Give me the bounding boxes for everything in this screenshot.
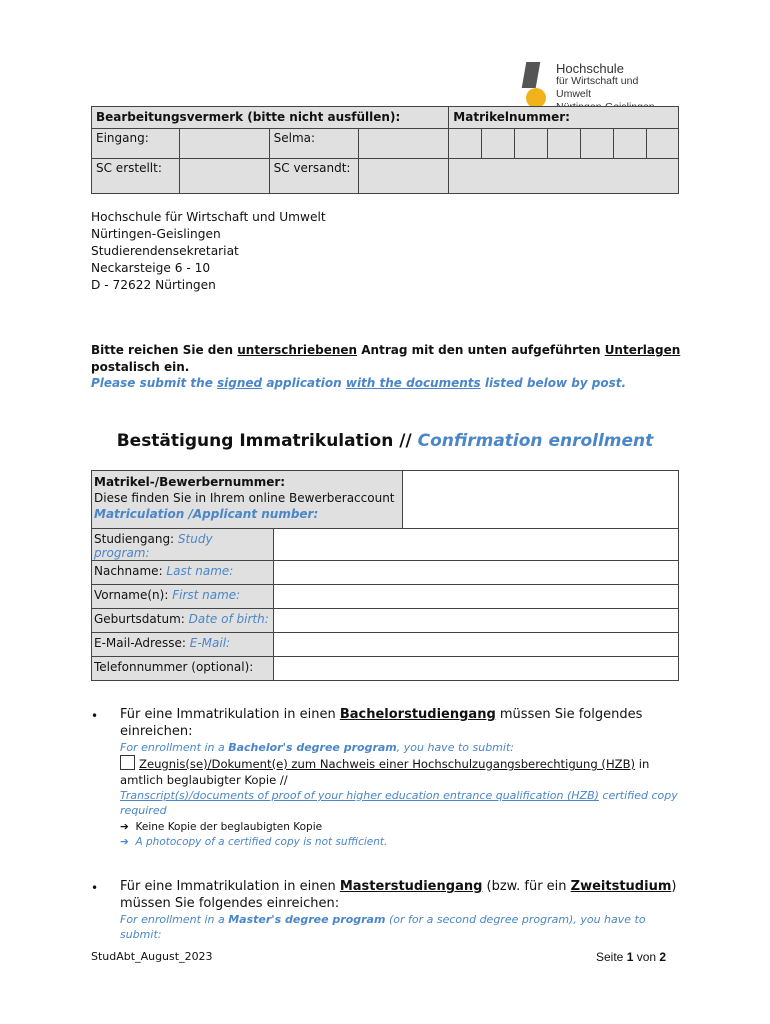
matriculation-digit-7 bbox=[646, 129, 678, 159]
note-en: ➔ A photocopy of a certified copy is not sufficient. bbox=[120, 836, 388, 848]
university-logo bbox=[518, 60, 668, 110]
enrollment-form-table bbox=[91, 470, 679, 681]
instruction-en: Please submit the signed application with the documents listed below by post. bbox=[91, 376, 627, 390]
logo-line-1: Hochschule bbox=[556, 61, 624, 76]
arrow-right-icon: ➔ bbox=[120, 836, 129, 848]
bachelor-doc-item-en: Transcript(s)/documents of proof of your higher education entrance qualification (HZB) certified copy required bbox=[120, 789, 678, 817]
label-phone: Telefonnummer (optional): bbox=[92, 657, 274, 681]
matriculation-heading: Matrikelnummer: bbox=[449, 107, 679, 129]
address-line: D - 72622 Nürtingen bbox=[91, 278, 216, 292]
field-office-blank bbox=[449, 159, 679, 194]
address-line: Studierendensekretariat bbox=[91, 244, 239, 258]
last-name-field[interactable] bbox=[274, 561, 679, 585]
label-last-name: Nachname: Last name: bbox=[92, 561, 274, 585]
address-line: Nürtingen-Geislingen bbox=[91, 227, 221, 241]
first-name-field[interactable] bbox=[274, 585, 679, 609]
label-study-program: Studiengang: Study program: bbox=[92, 529, 274, 561]
matriculation-digit-6 bbox=[613, 129, 646, 159]
field-selma bbox=[358, 129, 449, 159]
checkbox[interactable] bbox=[120, 755, 135, 770]
submission-instruction bbox=[91, 342, 691, 392]
master-requirements bbox=[120, 878, 680, 942]
office-use-heading: Bearbeitungsvermerk (bitte nicht ausfüllen): bbox=[92, 107, 449, 129]
field-eingang bbox=[179, 129, 269, 159]
phone-field[interactable] bbox=[274, 657, 679, 681]
label-sc-erstellt: SC erstellt: bbox=[92, 159, 180, 194]
page-title: Bestätigung Immatrikulation // Confirmation enrollment bbox=[116, 431, 654, 451]
matriculation-digit-3 bbox=[515, 129, 548, 159]
address-line: Neckarsteige 6 - 10 bbox=[91, 261, 211, 275]
footer-document-id: StudAbt_August_2023 bbox=[91, 950, 213, 963]
bullet-icon: • bbox=[91, 709, 99, 723]
bachelor-requirements bbox=[120, 706, 680, 850]
logo-mark-icon bbox=[518, 62, 548, 108]
label-date-of-birth: Geburtsdatum: Date of birth: bbox=[92, 609, 274, 633]
bachelor-heading-de: Für eine Immatrikulation in einen Bachelorstudiengang müssen Sie folgendes einreichen: bbox=[120, 707, 643, 739]
matriculation-digit-1 bbox=[449, 129, 482, 159]
email-field[interactable] bbox=[274, 633, 679, 657]
study-program-field[interactable] bbox=[274, 529, 679, 561]
address-line: Hochschule für Wirtschaft und Umwelt bbox=[91, 210, 326, 224]
label-eingang: Eingang: bbox=[92, 129, 180, 159]
matriculation-digit-4 bbox=[548, 129, 581, 159]
instruction-de: Bitte reichen Sie den unterschriebenen Antrag mit den unten aufgeführten Unterlagen postalisch ein. bbox=[91, 343, 681, 374]
bullet-icon: • bbox=[91, 881, 99, 895]
master-heading-de: Für eine Immatrikulation in einen Masterstudiengang (bzw. für ein Zweitstudium) müssen Sie folgendes einreichen: bbox=[120, 879, 677, 911]
arrow-right-icon: ➔ bbox=[120, 821, 129, 833]
matriculation-digit-5 bbox=[581, 129, 614, 159]
matriculation-digit-2 bbox=[482, 129, 515, 159]
postal-address bbox=[91, 209, 326, 294]
label-selma: Selma: bbox=[269, 129, 358, 159]
label-first-name: Vorname(n): First name: bbox=[92, 585, 274, 609]
matriculation-label-cell: Matrikel-/Bewerbernummer: Diese finden Sie in Ihrem online Bewerberaccount Matriculation /Applicant number: bbox=[92, 471, 403, 529]
date-of-birth-field[interactable] bbox=[274, 609, 679, 633]
note-de: ➔ Keine Kopie der beglaubigten Kopie bbox=[120, 821, 323, 833]
field-sc-erstellt bbox=[179, 159, 269, 194]
logo-line-2: für Wirtschaft und Umwelt bbox=[556, 75, 639, 100]
bachelor-heading-en: For enrollment in a Bachelor's degree program, you have to submit: bbox=[120, 741, 514, 754]
master-heading-en: For enrollment in a Master's degree program (or for a second degree program), you have to submit: bbox=[120, 913, 646, 941]
label-email: E-Mail-Adresse: E-Mail: bbox=[92, 633, 274, 657]
office-use-table bbox=[91, 106, 679, 194]
bachelor-doc-item: Zeugnis(se)/Dokument(e) zum Nachweis einer Hochschulzugangsberechtigung (HZB) in amtlich beglaubigter Kopie // bbox=[120, 757, 650, 787]
label-sc-versandt: SC versandt: bbox=[269, 159, 358, 194]
footer-page-number: Seite 1 von 2 bbox=[596, 950, 667, 964]
matriculation-number-field[interactable] bbox=[403, 471, 679, 529]
field-sc-versandt bbox=[358, 159, 449, 194]
